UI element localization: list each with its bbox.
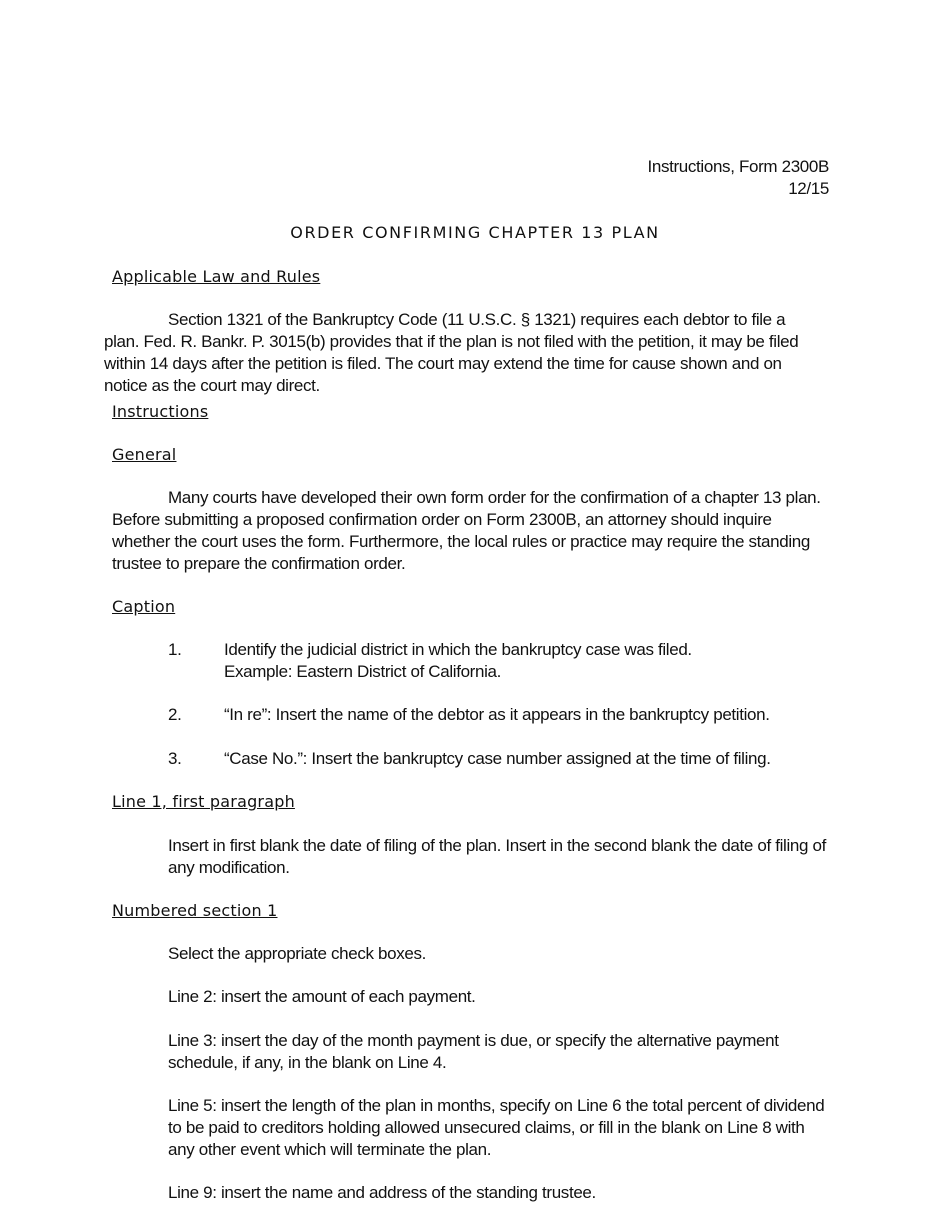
caption-item-text: Identify the judicial district in which the bankruptcy case was filed. — [224, 640, 692, 659]
caption-item-text: “Case No.”: Insert the bankruptcy case number assigned at the time of filing. — [224, 749, 771, 768]
general-paragraph: Many courts have developed their own form order for the confirmation of a chapter 13 plan. Before submitting a proposed confirmation order on Form 2300B, an attorney should inquire whether the court uses the form. Furthermore, the local rules or practice may require the standing trustee to prepare the confirmation order. — [112, 488, 821, 573]
form-date: 12/15 — [788, 179, 829, 198]
applicable-law-paragraph: Section 1321 of the Bankruptcy Code (11 U.S.C. § 1321) requires each debtor to file a plan. Fed. R. Bankr. P. 3015(b) provides that if the plan is not filed with the petition, it may be filed within 14 days after the petition is filed. The court may extend the time for cause shown and on notice as the court may direct. — [104, 310, 799, 395]
numbered-section-paragraph: Line 3: insert the day of the month payment is due, or specify the alternative payment schedule, if any, in the blank on Line 4. — [168, 1031, 779, 1072]
caption-item-number: 1. — [168, 640, 182, 659]
heading-numbered-section-1: Numbered section 1 — [112, 901, 278, 920]
form-label: Instructions, Form 2300B — [647, 157, 829, 176]
caption-item-number: 3. — [168, 749, 182, 768]
heading-instructions: Instructions — [112, 402, 209, 421]
caption-item-text: “In re”: Insert the name of the debtor as it appears in the bankruptcy petition. — [224, 705, 770, 724]
form-identifier — [647, 156, 829, 200]
line-1-paragraph: Insert in first blank the date of filing of the plan. Insert in the second blank the date of filing of any modification. — [168, 836, 826, 877]
numbered-section-paragraph: Line 2: insert the amount of each payment. — [168, 987, 476, 1006]
heading-line-1: Line 1, first paragraph — [112, 792, 295, 811]
heading-applicable-law: Applicable Law and Rules — [112, 267, 321, 286]
heading-general: General — [112, 445, 177, 464]
numbered-section-paragraph: Line 9: insert the name and address of the standing trustee. — [168, 1183, 596, 1202]
numbered-section-paragraph: Line 5: insert the length of the plan in months, specify on Line 6 the total percent of dividend to be paid to creditors holding allowed unsecured claims, or fill in the blank on Line 8 with any other event which will terminate the plan. — [168, 1096, 825, 1159]
caption-item-number: 2. — [168, 705, 182, 724]
heading-caption: Caption — [112, 597, 176, 616]
numbered-section-paragraph: Select the appropriate check boxes. — [168, 944, 427, 963]
document-title: ORDER CONFIRMING CHAPTER 13 PLAN — [290, 223, 660, 242]
caption-item-example: Example: Eastern District of California. — [224, 662, 501, 681]
